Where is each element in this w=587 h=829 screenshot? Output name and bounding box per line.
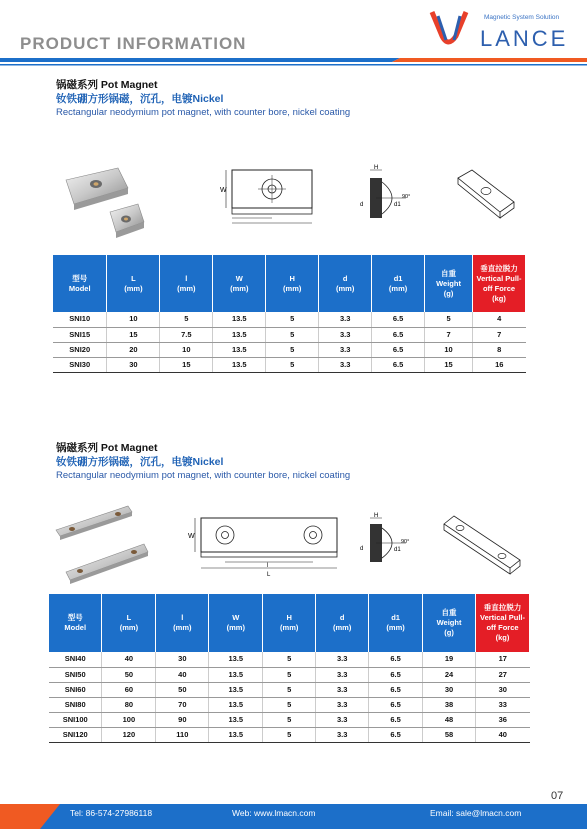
col-d: d (mm)	[316, 594, 369, 652]
value-cell: 13.5	[213, 357, 266, 372]
table-row	[53, 342, 526, 357]
label-d1: d1	[394, 547, 401, 553]
value-cell: 8	[473, 342, 526, 357]
value-cell: 5	[263, 712, 316, 727]
value-cell: 13.5	[209, 667, 263, 682]
logo-name: LANCE	[480, 26, 569, 51]
page-title: PRODUCT INFORMATION	[20, 34, 247, 53]
value-cell: 5	[266, 342, 319, 357]
label-angle: 90°	[402, 194, 411, 200]
value-cell: 13.5	[209, 697, 263, 712]
value-cell: 13.5	[209, 682, 263, 697]
value-cell: 6.5	[372, 312, 425, 327]
value-cell: 50	[102, 667, 156, 682]
value-cell: 3.3	[316, 682, 369, 697]
value-cell: 13.5	[209, 652, 263, 667]
value-cell: 110	[156, 727, 209, 742]
value-cell: 6.5	[369, 712, 423, 727]
value-cell: 19	[423, 652, 476, 667]
label-l: L	[267, 572, 271, 578]
value-cell: 5	[266, 357, 319, 372]
logo-tagline: Magnetic System Solution	[484, 14, 560, 21]
value-cell: 10	[107, 312, 160, 327]
table-row	[53, 357, 526, 372]
value-cell: 15	[160, 357, 213, 372]
label-d: d	[360, 546, 364, 552]
table-row	[49, 727, 530, 742]
value-cell: 3.3	[316, 667, 369, 682]
drawing-3d-view-2	[438, 510, 526, 576]
value-cell: 10	[425, 342, 473, 357]
value-cell: 6.5	[369, 727, 423, 742]
value-cell: 13.5	[213, 312, 266, 327]
drawing-3d-view-1	[450, 164, 522, 224]
value-cell: 15	[425, 357, 473, 372]
col-W: W (mm)	[213, 255, 266, 312]
drawing-cross-section-1	[356, 160, 420, 236]
value-cell: 3.3	[316, 652, 369, 667]
value-cell: 7	[425, 327, 473, 342]
table-row	[53, 327, 526, 342]
section-subtitle-en: Rectangular neodymium pot magnet, with counter bore, nickel coating	[56, 107, 351, 118]
model-cell: SNI40	[49, 652, 102, 667]
col-l: l (mm)	[156, 594, 209, 652]
value-cell: 3.3	[319, 327, 372, 342]
spec-table-2	[49, 594, 530, 743]
label-l-small: l	[267, 563, 269, 569]
value-cell: 30	[423, 682, 476, 697]
value-cell: 40	[156, 667, 209, 682]
col-l: l (mm)	[160, 255, 213, 312]
value-cell: 30	[476, 682, 530, 697]
col-model: 型号 Model	[49, 594, 102, 652]
table-row	[49, 682, 530, 697]
product-photo-small-magnets	[60, 160, 160, 245]
value-cell: 36	[476, 712, 530, 727]
value-cell: 17	[476, 652, 530, 667]
label-h: H	[374, 513, 379, 519]
table-row	[49, 712, 530, 727]
value-cell: 120	[102, 727, 156, 742]
value-cell: 58	[423, 727, 476, 742]
col-weight: 自重 Weight (g)	[423, 594, 476, 652]
value-cell: 15	[107, 327, 160, 342]
value-cell: 3.3	[316, 697, 369, 712]
model-cell: SNI80	[49, 697, 102, 712]
model-cell: SNI50	[49, 667, 102, 682]
drawing-top-view-2	[185, 510, 345, 580]
value-cell: 7	[473, 327, 526, 342]
value-cell: 3.3	[316, 712, 369, 727]
value-cell: 5	[263, 682, 316, 697]
value-cell: 80	[102, 697, 156, 712]
value-cell: 10	[160, 342, 213, 357]
value-cell: 13.5	[209, 727, 263, 742]
col-weight: 自重 Weight (g)	[425, 255, 473, 312]
label-w: W	[220, 187, 227, 194]
table-row	[53, 312, 526, 327]
value-cell: 40	[102, 652, 156, 667]
value-cell: 7.5	[160, 327, 213, 342]
model-cell: SNI60	[49, 682, 102, 697]
value-cell: 33	[476, 697, 530, 712]
model-cell: SNI15	[53, 327, 107, 342]
value-cell: 70	[156, 697, 209, 712]
value-cell: 30	[107, 357, 160, 372]
value-cell: 3.3	[319, 342, 372, 357]
col-d1: d1 (mm)	[372, 255, 425, 312]
product-photo-long-magnets	[52, 500, 157, 586]
footer-web: Web: www.lmacn.com	[232, 808, 316, 818]
col-pull-force: 垂直拉脱力 Vertical Pull- off Force (kg)	[476, 594, 530, 652]
section-subtitle-cn: 钕铁硼方形锅磁，沉孔，电镀Nickel	[56, 93, 224, 105]
col-pull-force: 垂直拉脱力 Vertical Pull- off Force (kg)	[473, 255, 526, 312]
section-title: 锅磁系列 Pot Magnet	[56, 442, 158, 454]
model-cell: SNI10	[53, 312, 107, 327]
value-cell: 6.5	[372, 357, 425, 372]
section-subtitle-en: Rectangular neodymium pot magnet, with counter bore, nickel coating	[56, 470, 351, 481]
section-1-heading	[56, 78, 350, 120]
section-title: 锅磁系列 Pot Magnet	[56, 79, 158, 91]
table-row	[49, 667, 530, 682]
value-cell: 27	[476, 667, 530, 682]
footer-tel: Tel: 86-574-27986118	[70, 808, 153, 818]
value-cell: 5	[263, 697, 316, 712]
value-cell: 4	[473, 312, 526, 327]
value-cell: 6.5	[369, 667, 423, 682]
value-cell: 6.5	[372, 342, 425, 357]
value-cell: 13.5	[209, 712, 263, 727]
value-cell: 5	[263, 652, 316, 667]
value-cell: 5	[160, 312, 213, 327]
value-cell: 6.5	[372, 327, 425, 342]
footer-email[interactable]: Email: sale@lmacn.com	[430, 808, 522, 818]
label-d1: d1	[394, 202, 401, 208]
label-w: W	[188, 533, 195, 540]
col-H: H (mm)	[263, 594, 316, 652]
value-cell: 5	[263, 727, 316, 742]
col-d: d (mm)	[319, 255, 372, 312]
value-cell: 5	[263, 667, 316, 682]
col-L: L (mm)	[102, 594, 156, 652]
drawing-cross-section-2	[356, 510, 420, 576]
col-W: W (mm)	[209, 594, 263, 652]
value-cell: 40	[476, 727, 530, 742]
value-cell: 30	[156, 652, 209, 667]
value-cell: 13.5	[213, 342, 266, 357]
label-angle: 90°	[401, 539, 410, 545]
value-cell: 90	[156, 712, 209, 727]
page-number: 07	[551, 790, 564, 802]
model-cell: SNI30	[53, 357, 107, 372]
value-cell: 6.5	[369, 697, 423, 712]
value-cell: 60	[102, 682, 156, 697]
value-cell: 5	[266, 312, 319, 327]
label-h: H	[374, 165, 379, 171]
section-2-heading	[56, 441, 350, 483]
model-cell: SNI20	[53, 342, 107, 357]
value-cell: 5	[425, 312, 473, 327]
label-d: d	[360, 202, 364, 208]
value-cell: 24	[423, 667, 476, 682]
value-cell: 20	[107, 342, 160, 357]
value-cell: 38	[423, 697, 476, 712]
section-subtitle-cn: 钕铁硼方形锅磁，沉孔，电镀Nickel	[56, 456, 224, 468]
col-H: H (mm)	[266, 255, 319, 312]
table-row	[49, 697, 530, 712]
col-L: L (mm)	[107, 255, 160, 312]
model-cell: SNI100	[49, 712, 102, 727]
value-cell: 50	[156, 682, 209, 697]
spec-table-1	[53, 255, 526, 373]
model-cell: SNI120	[49, 727, 102, 742]
value-cell: 5	[266, 327, 319, 342]
value-cell: 48	[423, 712, 476, 727]
value-cell: 6.5	[369, 682, 423, 697]
value-cell: 13.5	[213, 327, 266, 342]
value-cell: 3.3	[319, 357, 372, 372]
col-model: 型号 Model	[53, 255, 107, 312]
value-cell: 3.3	[319, 312, 372, 327]
value-cell: 16	[473, 357, 526, 372]
value-cell: 100	[102, 712, 156, 727]
table-row	[49, 652, 530, 667]
value-cell: 3.3	[316, 727, 369, 742]
value-cell: 6.5	[369, 652, 423, 667]
drawing-top-view-1	[218, 160, 318, 230]
col-d1: d1 (mm)	[369, 594, 423, 652]
